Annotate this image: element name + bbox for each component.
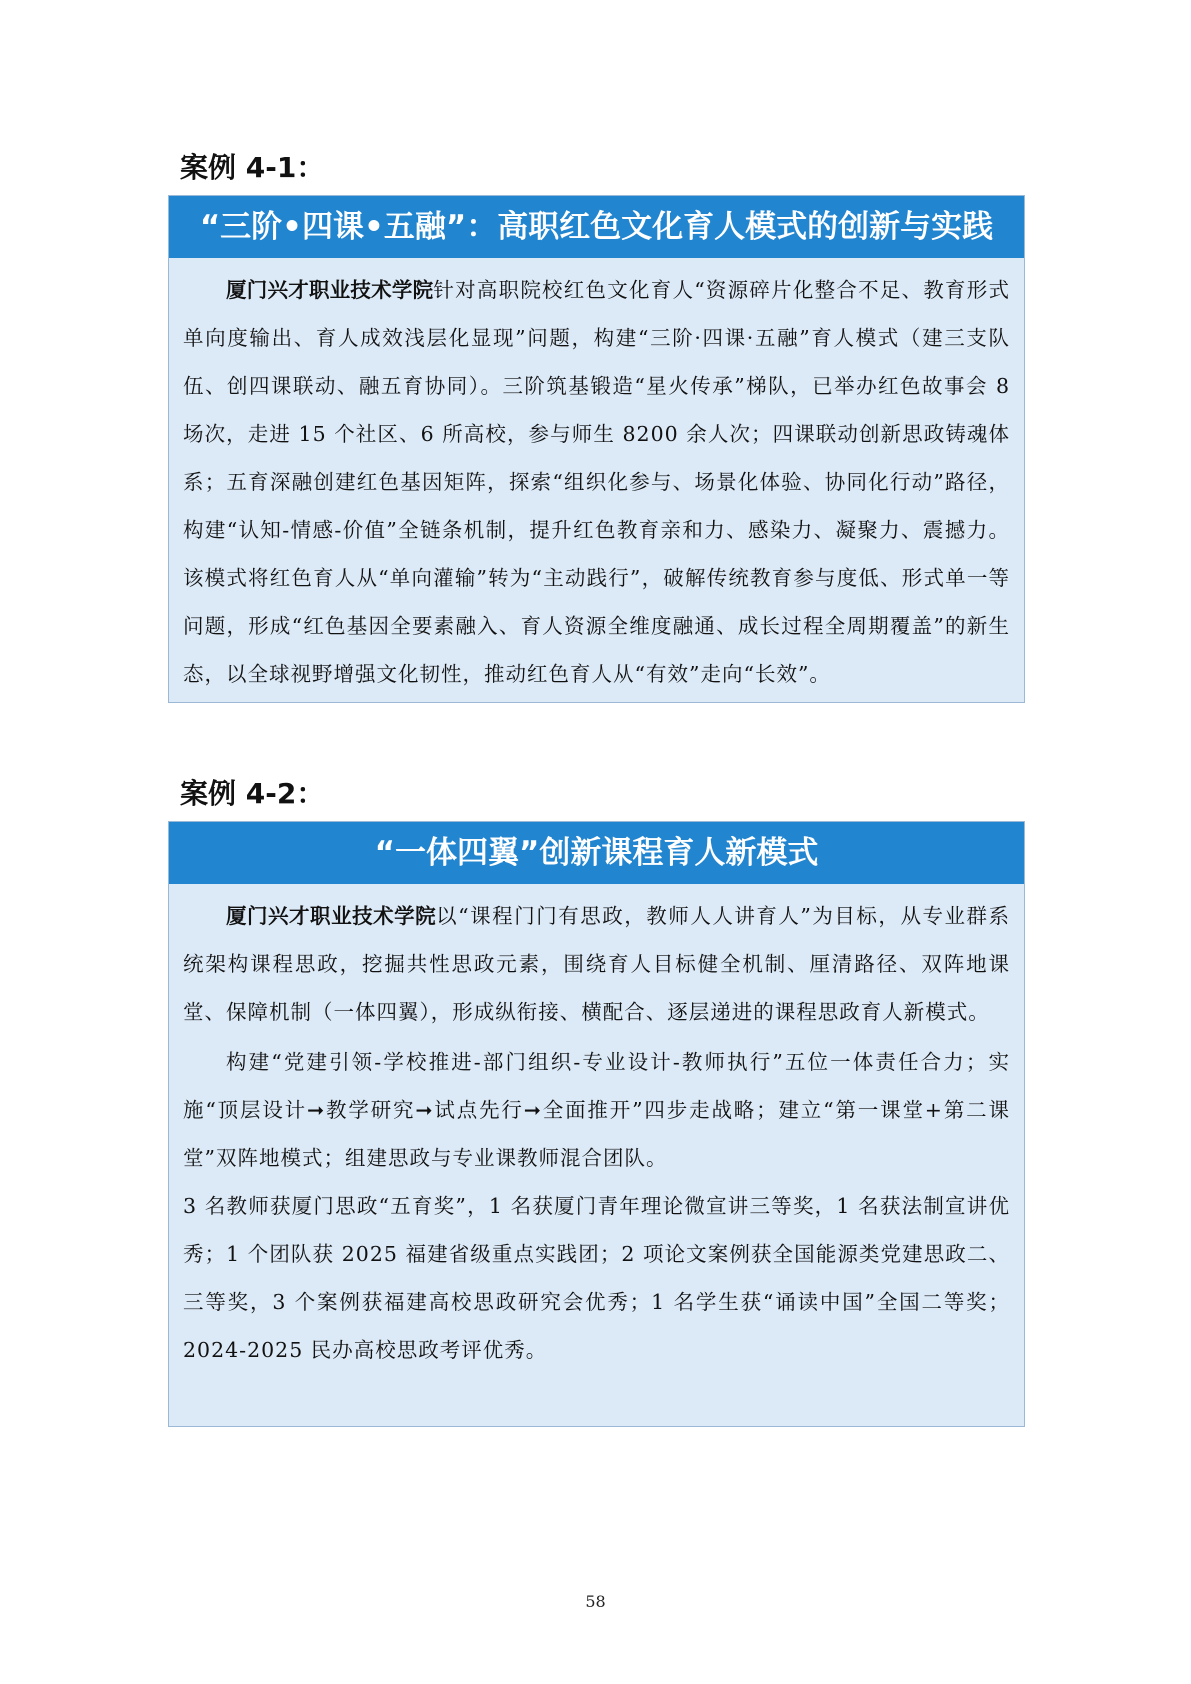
case-4-2-body: [169, 884, 1024, 1374]
case-4-1-body: [169, 258, 1024, 698]
case-4-1-label: 案例 4-1：: [180, 151, 325, 184]
paragraph-text: 构建“党建引领-学校推进-部门组织-专业设计-教师执行”五位一体责任合力；实施“顶层设计➞教学研究➞试点先行➞全面推开”四步走战略；建立“第一课堂+第二课堂”双阵地模式；组建思政与专业课教师混合团队。: [183, 1050, 1010, 1170]
case-4-2-label: 案例 4-2：: [180, 777, 325, 810]
paragraph-text: 针对高职院校红色文化育人“资源碎片化整合不足、教育形式单向度输出、育人成效浅层化显现”问题，构建“三阶·四课·五融”育人模式（建三支队伍、创四课联动、融五育协同）。三阶筑基锻造“星火传承”梯队，已举办红色故事会 8 场次，走进 15 个社区、6 所高校，参与师生 8200 余人次；四课联动创新思政铸魂体系；五育深融创建红色基因矩阵，探索“组织化参与、场景化体验、协同化行动”路径，构建“认知-情感-价值”全链条机制，提升红色教育亲和力、感染力、凝聚力、震撼力。该模式将红色育人从“单向灌输”转为“主动践行”，破解传统教育参与度低、形式单一等问题，形成“红色基因全要素融入、育人资源全维度融通、成长过程全周期覆盖”的新生态，以全球视野增强文化韧性，推动红色育人从“有效”走向“长效”。: [183, 278, 1011, 686]
case-4-2-paragraph-2: [183, 1038, 1010, 1182]
case-4-2-paragraph-3: [183, 1182, 1010, 1374]
case-4-2-paragraph-1: [183, 892, 1010, 1036]
case-4-1-paragraph: [183, 266, 1010, 698]
case-4-1-title: “三阶•四课•五融”：高职红色文化育人模式的创新与实践: [169, 196, 1024, 258]
case-4-2-box: [168, 821, 1025, 1427]
college-name: 厦门兴才职业技术学院: [226, 904, 437, 928]
page-number: 58: [585, 1592, 606, 1611]
paragraph-text: 3 名教师获厦门思政“五育奖”，1 名获厦门青年理论微宣讲三等奖，1 名获法制宣讲优秀；1 个团队获 2025 福建省级重点实践团；2 项论文案例获全国能源类党建思政二、三等奖，3 个案例获福建高校思政研究会优秀；1 名学生获“诵读中国”全国二等奖；2024-2025 民办高校思政考评优秀。: [183, 1194, 1010, 1362]
college-name: 厦门兴才职业技术学院: [226, 278, 434, 302]
case-4-1-box: [168, 195, 1025, 703]
paragraph-text: 以“课程门门有思政，教师人人讲育人”为目标，从专业群系统架构课程思政，挖掘共性思政元素，围绕育人目标健全机制、厘清路径、双阵地课堂、保障机制（一体四翼），形成纵衔接、横配合、逐层递进的课程思政育人新模式。: [183, 904, 1010, 1024]
case-4-2-title: “一体四翼”创新课程育人新模式: [169, 822, 1024, 884]
